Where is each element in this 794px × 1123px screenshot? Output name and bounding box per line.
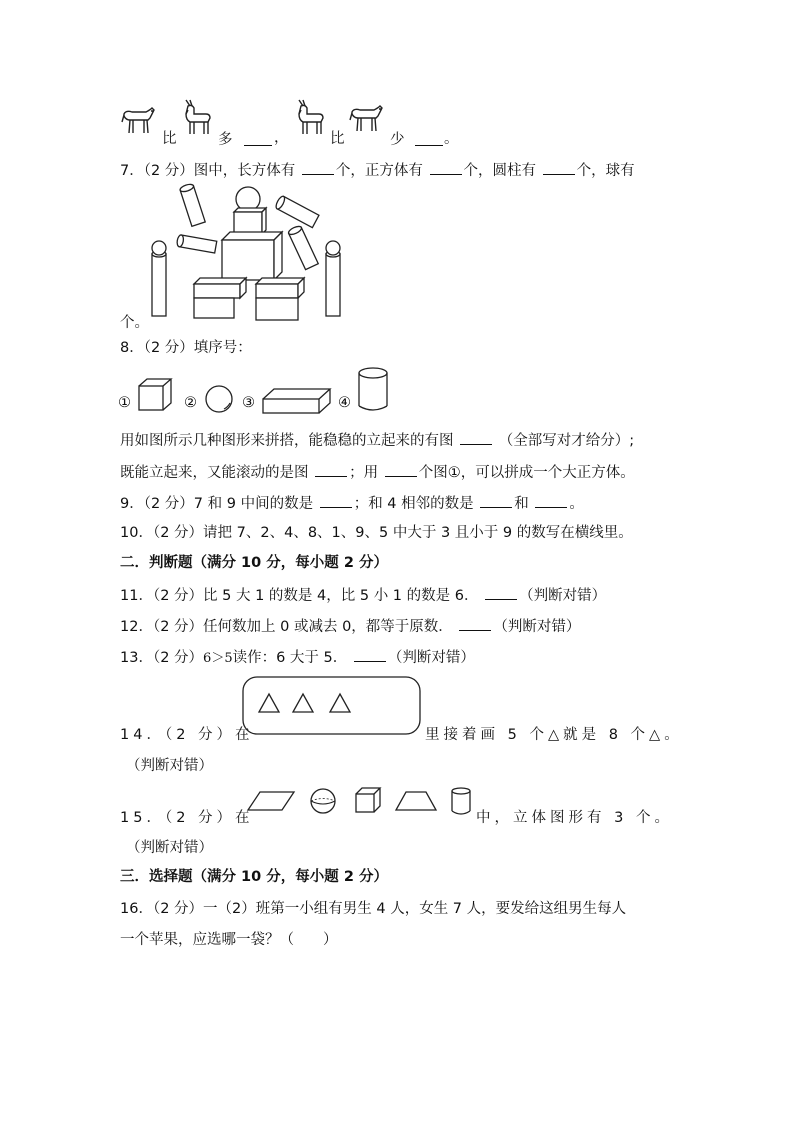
q8-label-3: ③	[242, 395, 255, 411]
q7-tail: 个。	[120, 315, 149, 331]
section-2-title: 二．判断题（满分 10 分，每小题 2 分）	[120, 555, 388, 571]
cylinder-icon	[356, 366, 390, 414]
q8-blank-count[interactable]	[385, 462, 417, 477]
q15-prefix: 15．（2 分）在	[120, 810, 254, 826]
q6-blank-1[interactable]	[244, 131, 272, 146]
q7-blank-cuboid[interactable]	[302, 160, 334, 175]
parallelogram-icon	[246, 790, 296, 812]
sphere-icon	[204, 385, 236, 417]
q7-text-1: 个，正方体有	[335, 163, 423, 179]
q6-bi-2: 比	[330, 131, 345, 147]
q14-judge: （判断对错）	[126, 758, 213, 774]
q8-line-1: 用如图所示几种图形来拼搭，能稳稳的立起来的有图 （全部写对才给分）;	[120, 430, 634, 450]
q15-judge: （判断对错）	[126, 840, 213, 856]
q16-line-1: 16．（2 分）一（2）班第一小组有男生 4 人，女生 7 人，要发给这组男生每人	[120, 901, 627, 917]
q8-blank-stand[interactable]	[460, 430, 492, 445]
cow-icon	[348, 102, 384, 134]
q6-bi-1: 比	[162, 131, 177, 147]
q7-line	[120, 160, 635, 180]
q7-prefix: 7．（2 分）图中，长方体有	[120, 163, 296, 179]
q6-end: 。	[444, 131, 459, 147]
q10-line: 10．（2 分）请把 7、2、4、8、1、9、5 中大于 3 且小于 9 的数写在横线里。	[120, 525, 633, 541]
q7-blank-cube[interactable]	[430, 160, 462, 175]
trapezoid-icon	[394, 790, 438, 812]
section-3-title: 三．选择题（满分 10 分，每小题 2 分）	[120, 869, 388, 885]
q13-expression: 6＞5	[203, 651, 233, 666]
q12-line: 12．（2 分）任何数加上 0 或减去 0，都等于原数． （判断对错）	[120, 616, 580, 636]
q12-blank[interactable]	[459, 616, 491, 631]
q7-text-3: 个，球有	[576, 163, 635, 179]
triangle-box	[242, 676, 422, 736]
cube-icon	[354, 786, 382, 814]
q13-line: 13．（2 分）6＞5读作：6 大于 5． （判断对错）	[120, 647, 475, 668]
q14-suffix: 里接着画 5 个△就是 8 个△。	[425, 727, 683, 743]
q9-blank-1[interactable]	[320, 493, 352, 508]
goat-icon	[180, 98, 212, 136]
q9-blank-2[interactable]	[480, 493, 512, 508]
q15-suffix: 中，立体图形有 3 个。	[476, 810, 673, 826]
q16-line-2: 一个苹果，应选哪一袋？（ ）	[120, 932, 338, 948]
q13-blank[interactable]	[354, 647, 386, 662]
q8-label-2: ②	[184, 395, 197, 411]
cylinder-icon	[450, 786, 472, 816]
q6-blank-2[interactable]	[415, 131, 443, 146]
q11-line: 11．（2 分）比 5 大 1 的数是 4，比 5 小 1 的数是 6． （判断对错）	[120, 585, 606, 605]
q7-blank-cylinder[interactable]	[543, 160, 575, 175]
q7-text-2: 个，圆柱有	[463, 163, 537, 179]
q8-label-1: ①	[118, 395, 131, 411]
q6-duo: 多	[218, 132, 233, 148]
goat-icon	[293, 98, 325, 136]
robot-figure	[148, 182, 348, 324]
cube-icon	[136, 376, 176, 414]
q9-line: 9．（2 分）7 和 9 中间的数是 ；和 4 相邻的数是 和 。	[120, 493, 584, 513]
q6-comma: ，	[274, 130, 289, 146]
q8-blank-roll[interactable]	[315, 462, 347, 477]
q8-label-4: ④	[338, 395, 351, 411]
cow-icon	[120, 104, 156, 136]
q11-blank[interactable]	[485, 585, 517, 600]
sphere-icon	[308, 786, 338, 816]
q6-shao: 少	[390, 132, 405, 148]
q14-prefix: 14．（2 分）在	[120, 727, 254, 743]
cuboid-icon	[260, 385, 334, 417]
q9-blank-3[interactable]	[535, 493, 567, 508]
q8-title: 8．（2 分）填序号：	[120, 340, 252, 356]
q8-line-2: 既能立起来，又能滚动的是图 ；用 个图①，可以拼成一个大正方体。	[120, 462, 635, 482]
